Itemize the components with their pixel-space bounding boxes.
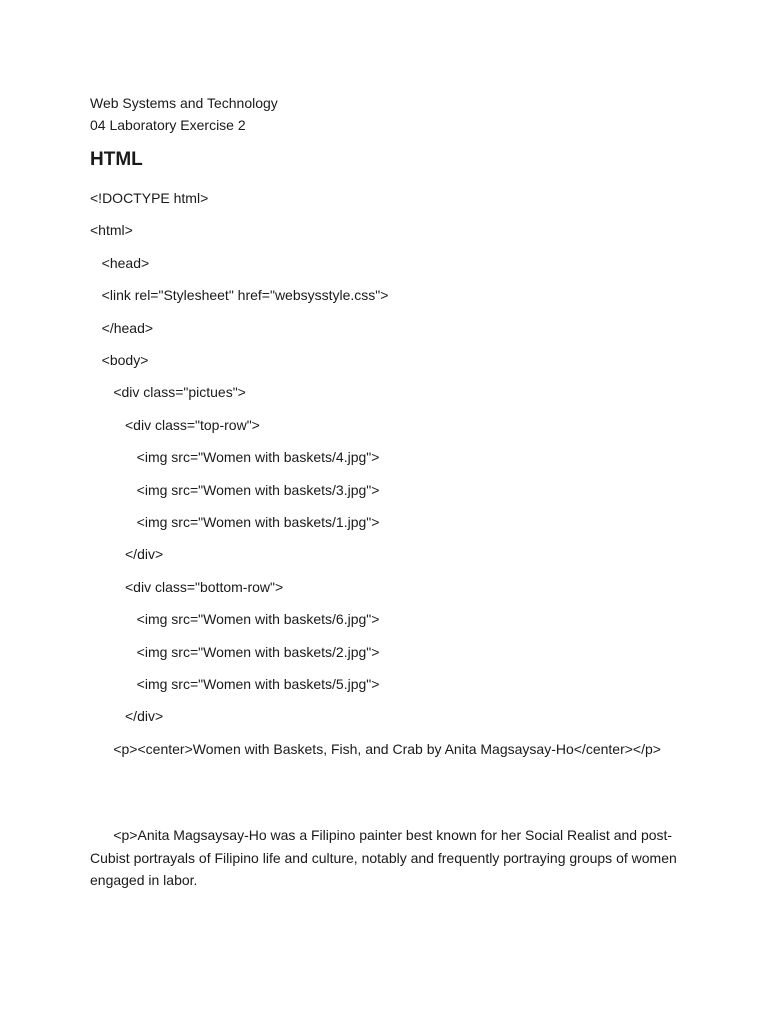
- exercise-title: 04 Laboratory Exercise 2: [90, 117, 246, 133]
- code-line: <img src="Women with baskets/5.jpg">: [90, 676, 380, 692]
- caption-paragraph: <p><center>Women with Baskets, Fish, and Crab by Anita Magsaysay-Ho</center></p>: [90, 740, 661, 757]
- code-line: <link rel="Stylesheet" href="websysstyle.css">: [90, 287, 389, 304]
- code-line: <div class="pictues">: [90, 384, 246, 401]
- code-line: </head>: [90, 319, 154, 336]
- code-line: <div class="bottom-row">: [90, 578, 284, 595]
- code-line: <div class="top-row">: [90, 416, 260, 433]
- code-line: <html>: [90, 222, 133, 239]
- code-line: </div>: [90, 546, 164, 563]
- code-line: <img src="Women with baskets/6.jpg">: [90, 611, 380, 628]
- code-line: <!DOCTYPE html>: [90, 190, 209, 206]
- code-line: <img src="Women with baskets/4.jpg">: [90, 449, 380, 466]
- code-line: <img src="Women with baskets/3.jpg">: [90, 481, 380, 498]
- code-line: <body>: [90, 352, 149, 368]
- section-heading: HTML: [90, 149, 143, 170]
- code-line: <img src="Women with baskets/2.jpg">: [90, 643, 380, 660]
- bio-paragraph: <p>Anita Magsaysay-Ho was a Filipino painter best known for her Social Realist and post-Cubist portrayals of Filipino life and culture, notably and frequently portraying groups of women engaged in labor.: [90, 827, 681, 888]
- code-line: <img src="Women with baskets/1.jpg">: [90, 514, 380, 530]
- code-line: <head>: [90, 254, 150, 271]
- course-title: Web Systems and Technology: [90, 95, 278, 111]
- code-line: </div>: [90, 708, 164, 725]
- document-page: [90, 92, 690, 888]
